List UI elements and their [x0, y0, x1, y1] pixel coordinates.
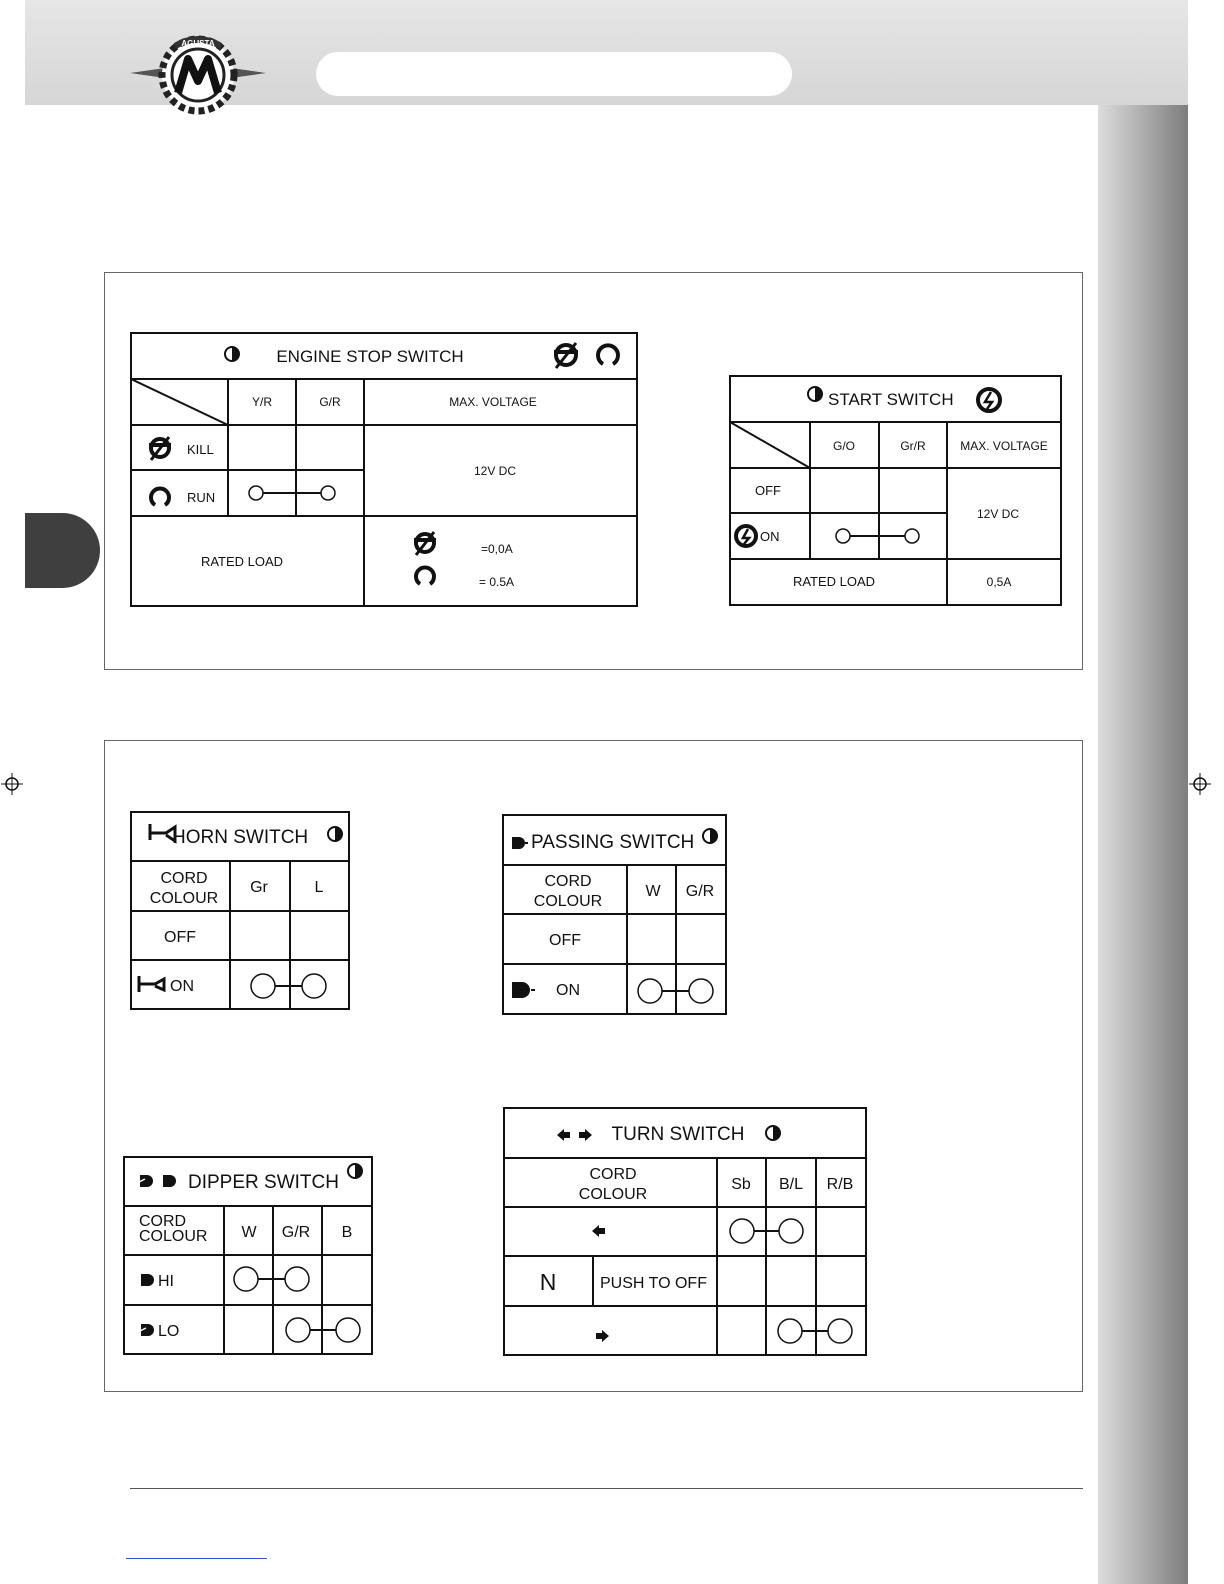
passing-switch-col-gr: G/R	[685, 883, 715, 900]
engine-stop-voltage: 12V DC	[473, 464, 517, 478]
start-switch-rated-load: RATED LOAD	[792, 574, 876, 589]
passing-switch-row-off: OFF	[549, 932, 581, 949]
turn-switch-cord: CORD	[589, 1166, 637, 1183]
start-switch-title: START SWITCH	[828, 390, 954, 409]
start-switch-table	[730, 376, 1061, 605]
start-switch-row-off: OFF	[755, 483, 781, 498]
key-icon	[703, 829, 717, 843]
start-switch-load: 0,5A	[986, 575, 1012, 589]
turn-switch-col-sb: Sb	[731, 1176, 751, 1193]
turn-switch-title: TURN SWITCH	[611, 1124, 745, 1145]
engine-stop-load-run: = 0.5A	[479, 575, 515, 589]
dipper-switch-title: DIPPER SWITCH	[188, 1172, 339, 1193]
dipper-switch-col-b: B	[341, 1224, 353, 1241]
passing-switch-row-on: ON	[556, 982, 580, 999]
turn-switch-col-bl: B/L	[778, 1176, 804, 1193]
turn-left-icon	[592, 1225, 605, 1237]
engine-stop-title: ENGINE STOP SWITCH	[276, 347, 464, 366]
starter-icon	[978, 389, 1000, 411]
key-icon	[808, 387, 822, 401]
engine-stop-col-gr: G/R	[319, 395, 341, 409]
dipper-switch-cord: CORD	[139, 1213, 187, 1230]
dipper-switch-row-hi: HI	[158, 1273, 174, 1290]
key-icon	[328, 827, 342, 841]
dipped-beam-icon	[138, 1324, 154, 1336]
engine-stop-row-run: RUN	[187, 490, 216, 505]
start-switch-max-voltage-label: MAX. VOLTAGE	[960, 439, 1048, 453]
dipper-switch-row-lo: LO	[158, 1323, 180, 1340]
headlight-icon	[512, 837, 528, 849]
turn-switch-row-n: N	[539, 1269, 557, 1295]
turn-switch-push-off: PUSH TO OFF	[600, 1275, 707, 1292]
start-switch-col-grr: Gr/R	[900, 439, 926, 453]
engine-kill-icon	[414, 532, 436, 555]
engine-kill-icon	[554, 343, 578, 368]
passing-switch-table	[503, 815, 726, 1014]
engine-stop-rated-load: RATED LOAD	[200, 554, 284, 569]
passing-switch-colour: COLOUR	[533, 893, 603, 910]
turn-right-icon	[596, 1330, 609, 1342]
footer-link-underline[interactable]	[126, 1558, 267, 1559]
turn-switch-colour: COLOUR	[578, 1186, 648, 1203]
start-switch-voltage: 12V DC	[976, 507, 1020, 521]
horn-switch-col-l: L	[314, 879, 324, 896]
key-icon	[348, 1164, 362, 1178]
dipper-switch-colour: COLOUR	[139, 1228, 208, 1245]
horn-switch-col-gr: Gr	[250, 879, 268, 896]
horn-switch-title: HORN SWITCH	[172, 827, 309, 848]
turn-switch-table	[504, 1108, 866, 1355]
key-icon	[225, 347, 239, 361]
footer-rule	[130, 1488, 1083, 1489]
horn-switch-table	[131, 812, 349, 1009]
engine-stop-load-kill: =0,0A	[481, 542, 513, 556]
passing-switch-title: PASSING SWITCH	[531, 832, 695, 853]
horn-icon	[139, 976, 164, 992]
dipped-beam-icon	[137, 1175, 153, 1187]
starter-icon	[736, 526, 756, 546]
horn-switch-row-on: ON	[170, 978, 194, 995]
headlight-icon	[512, 982, 535, 998]
engine-stop-max-voltage-label: MAX. VOLTAGE	[449, 395, 537, 409]
start-switch-col-go: G/O	[832, 439, 856, 453]
dipper-switch-col-gr: G/R	[281, 1224, 311, 1241]
turn-left-icon	[557, 1129, 570, 1141]
horn-switch-colour: COLOUR	[149, 890, 219, 907]
engine-run-icon	[598, 345, 618, 364]
logo-text: AGUSTA	[181, 39, 215, 48]
turn-right-icon	[579, 1129, 592, 1141]
engine-run-icon	[151, 489, 169, 505]
headlight-icon	[163, 1175, 176, 1187]
passing-switch-col-w: W	[645, 883, 661, 900]
engine-run-icon	[416, 568, 434, 584]
dipper-switch-table	[124, 1157, 372, 1354]
horn-switch-row-off: OFF	[164, 929, 196, 946]
start-switch-row-on: ON	[760, 529, 780, 544]
engine-stop-table	[131, 333, 637, 606]
dipper-switch-col-w: W	[241, 1224, 257, 1241]
horn-switch-cord: CORD	[160, 870, 208, 887]
engine-stop-row-kill: KILL	[187, 442, 214, 457]
passing-switch-cord: CORD	[544, 873, 592, 890]
engine-stop-col-yr: Y/R	[251, 395, 273, 409]
key-icon	[766, 1126, 780, 1140]
engine-kill-icon	[149, 437, 171, 460]
headlight-icon	[141, 1274, 154, 1286]
turn-switch-col-rb: R/B	[826, 1176, 854, 1193]
